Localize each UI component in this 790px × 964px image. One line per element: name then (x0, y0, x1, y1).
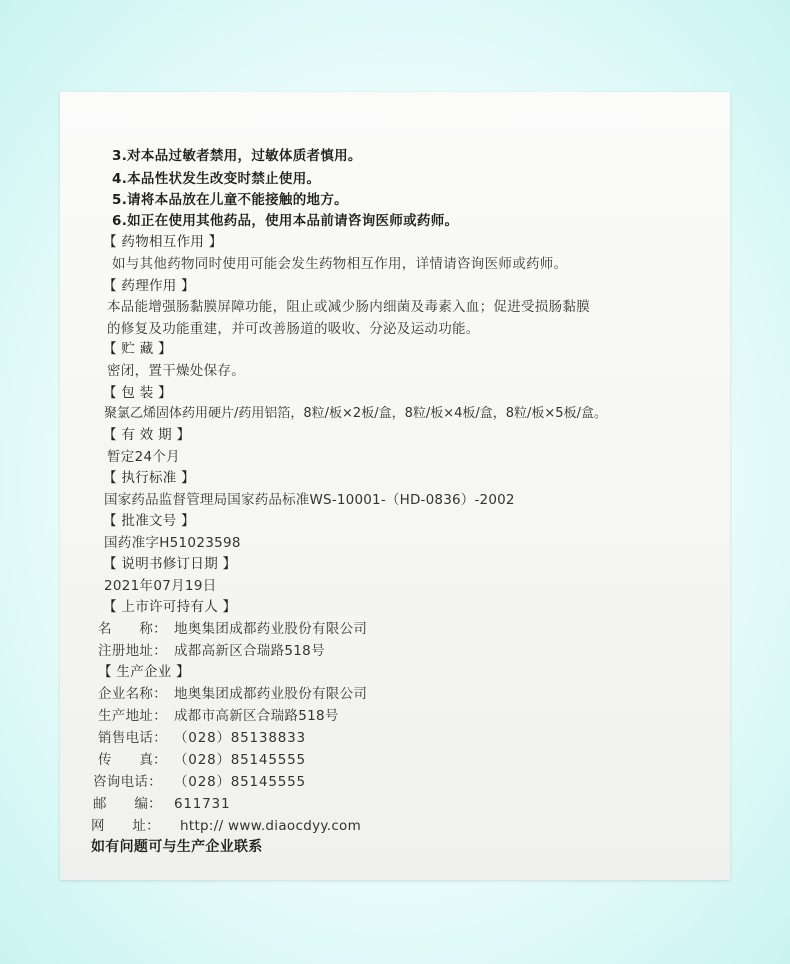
sales-phone-value: （028）85138833 (174, 730, 306, 746)
manufacturer-name-row (98, 682, 367, 702)
holder-name-row (98, 617, 367, 637)
precaution-4: 4.本品性状发生改变时禁止使用。 (112, 171, 321, 187)
pharmacology-line-1: 本品能增强肠黏膜屏障功能，阻止或减少肠内细菌及毒素入血；促进受损肠黏膜 (107, 299, 590, 315)
postcode-label: 邮 编： (93, 796, 162, 812)
packaging-heading: 【 包 装 】 (103, 385, 172, 401)
pharmacology-heading: 【 药理作用 】 (103, 278, 195, 294)
postcode-value: 611731 (174, 796, 231, 812)
sales-phone-label: 销售电话： (98, 730, 167, 746)
approval-text: 国药准字H51023598 (104, 535, 241, 551)
website-label: 网 址： (91, 818, 160, 834)
manufacturer-heading: 【 生产企业 】 (98, 664, 190, 680)
validity-text: 暂定24个月 (107, 449, 180, 465)
holder-heading: 【 上市许可持有人 】 (103, 599, 237, 615)
consult-phone-row (93, 770, 306, 790)
precaution-3: 3.对本品过敏者禁用，过敏体质者慎用。 (112, 148, 362, 164)
show-through-texture (500, 202, 720, 762)
consult-phone-value: （028）85145555 (174, 774, 306, 790)
packaging-text: 聚氯乙烯固体药用硬片/药用铝箔，8粒/板×2板/盒，8粒/板×4板/盒，8粒/板×5板/盒。 (104, 406, 607, 421)
interaction-text: 如与其他药物同时使用可能会发生药物相互作用，详情请咨询医师或药师。 (112, 256, 568, 272)
postcode-row (93, 792, 230, 812)
consult-phone-label: 咨询电话： (93, 774, 162, 790)
manufacturer-address-value: 成都市高新区合瑞路518号 (174, 708, 339, 724)
website-value: http:// www.diaocdyy.com (180, 818, 362, 834)
fax-value: （028）85145555 (174, 752, 306, 768)
standard-heading: 【 执行标准 】 (103, 470, 195, 486)
storage-heading: 【 贮 藏 】 (103, 341, 172, 357)
revision-text: 2021年07月19日 (104, 578, 217, 594)
holder-address-row (98, 639, 325, 659)
manufacturer-name-label: 企业名称： (98, 686, 167, 702)
holder-address-value: 成都高新区合瑞路518号 (174, 643, 325, 659)
precaution-6: 6.如正在使用其他药品，使用本品前请咨询医师或药师。 (112, 213, 459, 229)
holder-name-label: 名 称： (98, 621, 167, 637)
manufacturer-name-value: 地奥集团成都药业股份有限公司 (174, 686, 368, 702)
standard-text: 国家药品监督管理局国家药品标准WS-10001-（HD-0836）-2002 (104, 492, 515, 508)
website-row (91, 814, 361, 834)
storage-text: 密闭，置干燥处保存。 (107, 363, 245, 379)
holder-name-value: 地奥集团成都药业股份有限公司 (174, 621, 368, 637)
manufacturer-address-row (98, 704, 339, 724)
revision-heading: 【 说明书修订日期 】 (103, 556, 237, 572)
approval-heading: 【 批准文号 】 (103, 513, 195, 529)
pharmacology-line-2: 的修复及功能重建，并可改善肠道的吸收、分泌及运动功能。 (107, 321, 480, 337)
sales-phone-row (98, 726, 306, 746)
holder-address-label: 注册地址： (98, 643, 167, 659)
package-insert-paper (60, 92, 730, 880)
interaction-heading: 【 药物相互作用 】 (103, 234, 223, 250)
fax-row (98, 748, 306, 768)
footer-note: 如有问题可与生产企业联系 (91, 839, 263, 855)
fax-label: 传 真： (98, 752, 167, 768)
manufacturer-address-label: 生产地址： (98, 708, 167, 724)
precaution-5: 5.请将本品放在儿童不能接触的地方。 (112, 192, 348, 208)
validity-heading: 【 有 效 期 】 (103, 427, 191, 443)
